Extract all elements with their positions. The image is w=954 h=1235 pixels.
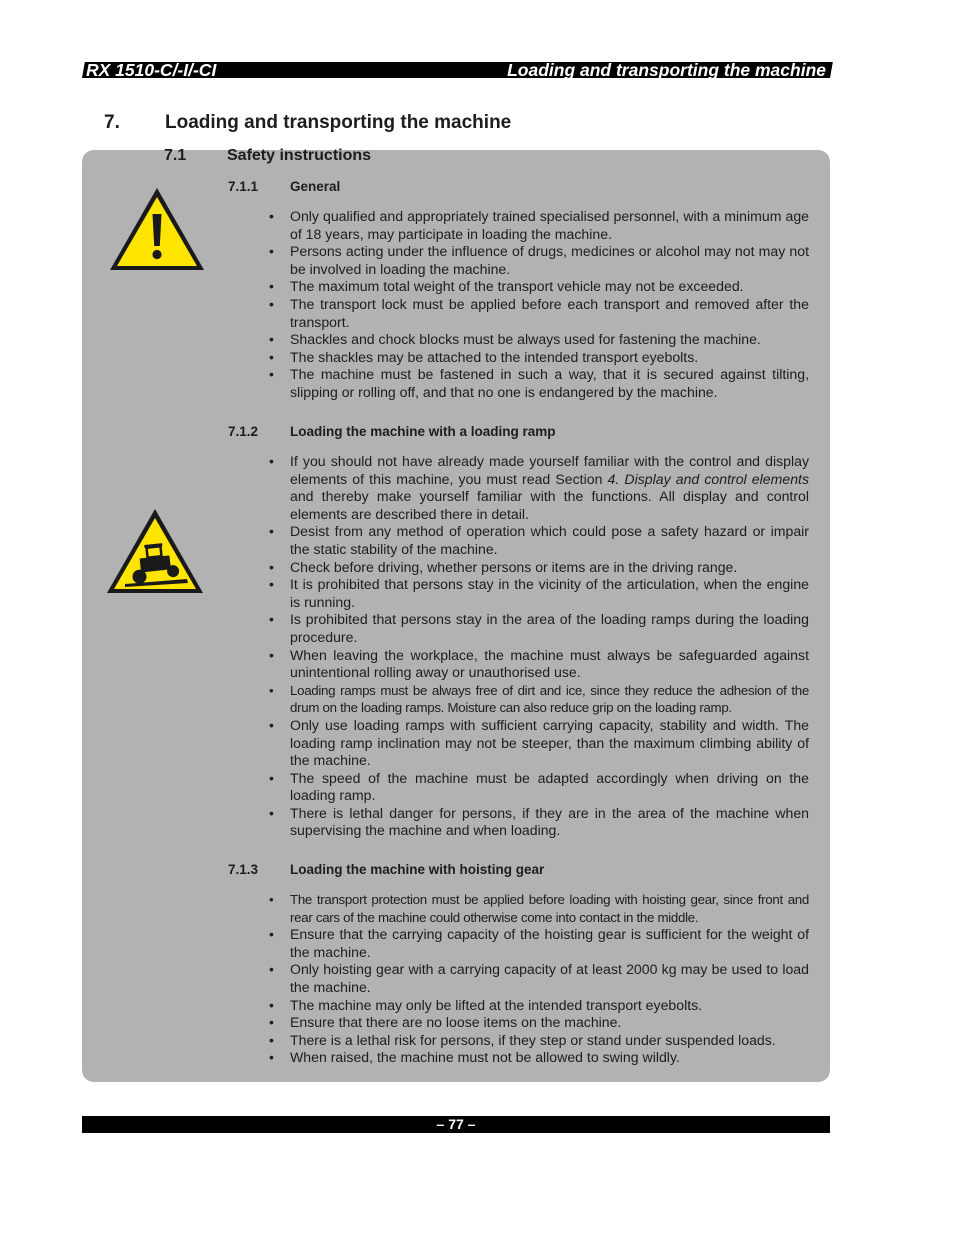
general-heading: [228, 178, 340, 196]
list-item: • Is prohibited that persons stay in the area of the loading ramps during the loading procedure.: [290, 611, 809, 646]
general-title: General: [290, 179, 341, 194]
list-item: • Shackles and chock blocks must be always used for fastening the machine.: [290, 331, 809, 349]
section-number: 7.: [104, 112, 120, 133]
list-item: • The transport protection must be applied before loading with hoisting gear, since front and rear cars of the machine could otherwise come into contact in the middle.: [290, 891, 809, 926]
ramp-title: Loading the machine with a loading ramp: [290, 424, 556, 439]
list-item: • Ensure that the carrying capacity of the hoisting gear is sufficient for the weight of the machine.: [290, 926, 809, 961]
tipping-machine-warning-icon: [105, 507, 205, 595]
subsection-number: 7.1: [164, 147, 187, 164]
hoist-title: Loading the machine with hoisting gear: [290, 862, 545, 877]
list-item: • Only hoisting gear with a carrying capacity of at least 2000 kg may be used to load the machine.: [290, 961, 809, 996]
list-item: [290, 453, 809, 523]
ramp-list: [290, 453, 809, 840]
ramp-item1-pre: If you should not have already made yourself familiar with the control and display elements of this machine, you must read Section: [290, 453, 809, 487]
header-chapter: Loading and transporting the machine: [507, 60, 826, 80]
page-number: – 77 –: [436, 1116, 476, 1132]
section-title-text: Loading and transporting the machine: [165, 112, 512, 133]
warning-exclamation-icon: [108, 186, 206, 272]
list-item: • There is a lethal risk for persons, if they step or stand under suspended loads.: [290, 1032, 809, 1050]
header-model: RX 1510-C/-I/-CI: [86, 60, 217, 80]
list-item: • Only qualified and appropriately trained specialised personnel, with a minimum age of 18 years, may participate in loading the machine.: [290, 208, 809, 243]
ramp-number: 7.1.2: [228, 424, 259, 439]
list-item: • When raised, the machine must not be allowed to swing wildly.: [290, 1049, 809, 1067]
section-title: [104, 111, 511, 135]
list-item: • There is lethal danger for persons, if they are in the area of the machine when supervising the machine and when loading.: [290, 805, 809, 840]
general-list: [290, 208, 809, 402]
hoist-list: [290, 891, 809, 1067]
hoist-number: 7.1.3: [228, 862, 259, 877]
list-item: • The transport lock must be applied before each transport and removed after the transport.: [290, 296, 809, 331]
section-reference: 4. Display and control elements: [607, 470, 809, 487]
list-item: • Check before driving, whether persons or items are in the driving range.: [290, 559, 809, 577]
subsection-title-text: Safety instructions: [227, 147, 372, 164]
ramp-item1-post: and thereby make yourself familiar with the functions. All display and control elements are described there in detail.: [290, 488, 809, 522]
subsection-title: [164, 146, 371, 166]
list-item: • Loading ramps must be always free of dirt and ice, since they reduce the adhesion of the drum on the loading ramps. Moisture can also reduce grip on the loading ramp.: [290, 682, 809, 717]
ramp-heading: [228, 423, 556, 441]
list-item: • The maximum total weight of the transport vehicle may not be exceeded.: [290, 278, 809, 296]
list-item: • When leaving the workplace, the machine must always be safeguarded against unintentional rolling away or unauthorised use.: [290, 647, 809, 682]
list-item: • It is prohibited that persons stay in the vicinity of the articulation, when the engine is running.: [290, 576, 809, 611]
list-item: • Desist from any method of operation which could pose a safety hazard or impair the static stability of the machine.: [290, 523, 809, 558]
general-number: 7.1.1: [228, 179, 259, 194]
list-item: • The shackles may be attached to the intended transport eyebolts.: [290, 349, 809, 367]
list-item: • Ensure that there are no loose items on the machine.: [290, 1014, 809, 1032]
list-item: • The speed of the machine must be adapted accordingly when driving on the loading ramp.: [290, 770, 809, 805]
list-item: • Only use loading ramps with sufficient carrying capacity, stability and width. The loading ramp inclination may not be steeper, than the maximum climbing ability of the machine.: [290, 717, 809, 770]
list-item: • Persons acting under the influence of drugs, medicines or alcohol may not may not be involved in loading the machine.: [290, 243, 809, 278]
hoist-heading: [228, 861, 544, 879]
list-item: • The machine must be fastened in such a way, that it is secured against tilting, slipping or rolling off, and that no one is endangered by the machine.: [290, 366, 809, 401]
list-item: • The machine may only be lifted at the intended transport eyebolts.: [290, 997, 809, 1015]
